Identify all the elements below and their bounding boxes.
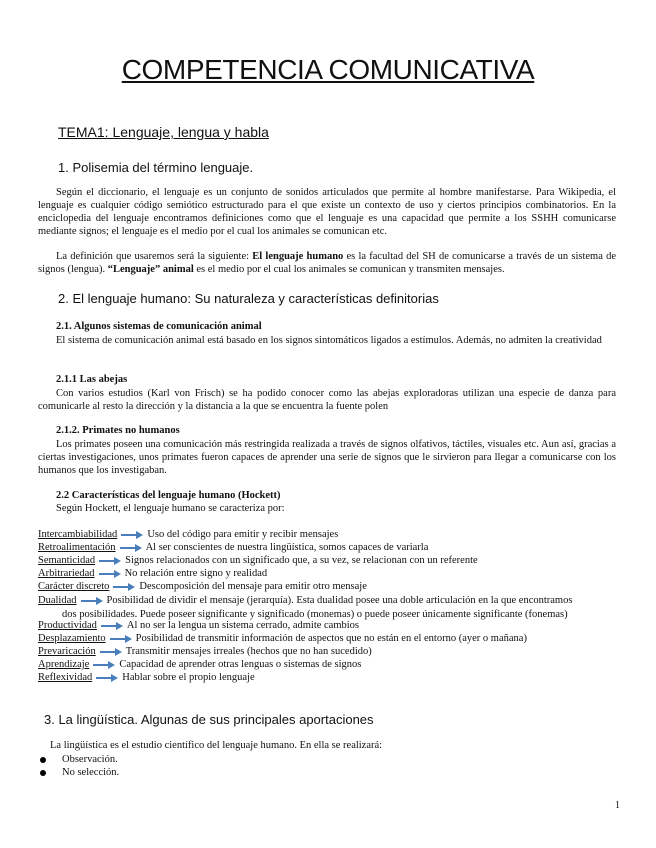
feature-row [38,567,267,580]
subsection-2-1-text: El sistema de comunicación animal está basado en los signos sintomáticos ligados a estímulos. Además, no admiten la creatividad [56,335,602,346]
subsection-2-1-2-title: 2.1.2. Primates no humanos [56,425,180,436]
feature-row [38,671,255,684]
feature-row [38,632,527,645]
feature-description: No relación entre signo y realidad [124,568,268,579]
feature-description: Posibilidad de transmitir información de aspectos que no están en el entorno (ayer o mañana) [135,633,527,644]
bullet-text: No selección. [62,767,120,778]
arrow-right-icon [93,660,115,670]
definition-intro: La definición que usaremos será la siguiente: [56,251,253,262]
feature-row [38,594,572,607]
subsection-2-1-1-text: Con varios estudios (Karl von Frisch) se ha podido conocer como las abejas exploradoras utilizan una especie de danza para comunicarle al resto la dirección y la distancia a la que se encuentra la fuente polen [38,388,616,412]
feature-term: Dualidad [38,595,77,606]
arrow-right-icon [99,556,121,566]
bullet-item [40,766,119,779]
page-number: 1 [615,800,620,811]
feature-description: Posibilidad de dividir el mensaje (jerarquía). Esta dualidad posee una doble articulación en la que encontramos [106,595,573,606]
feature-row [38,554,478,567]
arrow-right-icon [100,647,122,657]
arrow-right-icon [120,543,142,553]
bullet-text: Observación. [62,754,118,765]
section-1-paragraph-2 [38,250,616,276]
feature-row [38,658,361,671]
bullet-icon [40,770,46,776]
feature-term: Arbitrariedad [38,568,95,579]
feature-term: Aprendizaje [38,659,90,670]
feature-term: Intercambiabilidad [38,529,118,540]
bullet-icon [40,757,46,763]
definition-term-human: El lenguaje humano [252,251,344,262]
feature-description: Capacidad de aprender otras lenguas o sistemas de signos [119,659,362,670]
feature-term: Reflexividad [38,672,93,683]
page-title: COMPETENCIA COMUNICATIVA [121,54,535,85]
arrow-right-icon [81,596,103,606]
feature-row [38,645,372,658]
feature-row [38,528,338,541]
feature-description: Transmitir mensajes irreales (hechos que no han sucedido) [125,646,372,657]
feature-description: Hablar sobre el propio lenguaje [122,672,255,683]
feature-term: Semanticidad [38,555,96,566]
feature-term: Carácter discreto [38,581,110,592]
feature-term: Prevaricación [38,646,96,657]
feature-term: Productividad [38,620,97,631]
arrow-right-icon [101,621,123,631]
subsection-2-2-title: 2.2 Características del lenguaje humano (Hockett) [56,490,281,501]
bullet-item [40,753,118,766]
subsection-2-2-text: Según Hockett, el lenguaje humano se caracteriza por: [56,503,285,514]
definition-term-animal: “Lenguaje” animal [107,264,194,275]
feature-row [38,580,367,593]
section-1-paragraph-1: Según el diccionario, el lenguaje es un conjunto de sonidos articulados que permite al hombre manifestarse. Para Wikipedia, el lenguaje es cualquier código semiótico estructurado para el que existe un contexto de uso y ciertos principios combinatorios. En la enciclopedia del lenguaje encontramos definiciones como que el lenguaje es una capacidad que permite a los SSHH comunicarse mediante signos; el lenguaje es el medio por el cual los animales se comunican etc. [38,187,616,237]
arrow-right-icon [96,673,118,683]
arrow-right-icon [110,634,132,644]
subsection-2-1-2-text: Los primates poseen una comunicación más restringida realizada a través de signos olfativos, táctiles, visuales etc. Aun así, gracias a ciertas investigaciones, unos primates fueron capaces de aprender una serie de signos que le sirvieron para llegar a comunicarse con los humanos que los investigaban. [38,439,616,476]
definition-animal-text: es el medio por el cual los animales se comunican y transmiten mensajes. [193,264,505,275]
section-1-heading: 1. Polisemia del término lenguaje. [58,160,254,175]
definition-human-text: es la facultad del SH de comunicarse a través de un sistema de signos (lengua). [38,251,616,275]
feature-term: Retroalimentación [38,542,116,553]
section-3-heading: 3. La lingüística. Algunas de sus principales aportaciones [44,712,374,727]
feature-description: Al no ser la lengua un sistema cerrado, admite cambios [126,620,360,631]
section-3-intro: La lingüística es el estudio científico del lenguaje humano. En ella se realizará: [50,740,383,751]
subsection-2-1-title: 2.1. Algunos sistemas de comunicación animal [56,321,262,332]
section-2-heading: 2. El lenguaje humano: Su naturaleza y características definitorias [58,291,439,306]
arrow-right-icon [121,530,143,540]
feature-description: Al ser conscientes de nuestra lingüística, somos capaces de variarla [145,542,429,553]
feature-description: Uso del código para emitir y recibir mensajes [147,529,339,540]
dualidad-continuation: dos posibilidades. Puede poseer significante y significado (monemas) o puede poseer únicamente significante (fonemas) [62,609,568,620]
topic-title: TEMA1: Lenguaje, lengua y habla [58,124,269,140]
feature-description: Signos relacionados con un significado que, a su vez, se relacionan con un referente [125,555,478,566]
feature-row [38,541,428,554]
arrow-right-icon [99,569,121,579]
arrow-right-icon [113,582,135,592]
feature-description: Descomposición del mensaje para emitir otro mensaje [139,581,367,592]
feature-term: Desplazamiento [38,633,106,644]
subsection-2-1-1-title: 2.1.1 Las abejas [56,374,128,385]
